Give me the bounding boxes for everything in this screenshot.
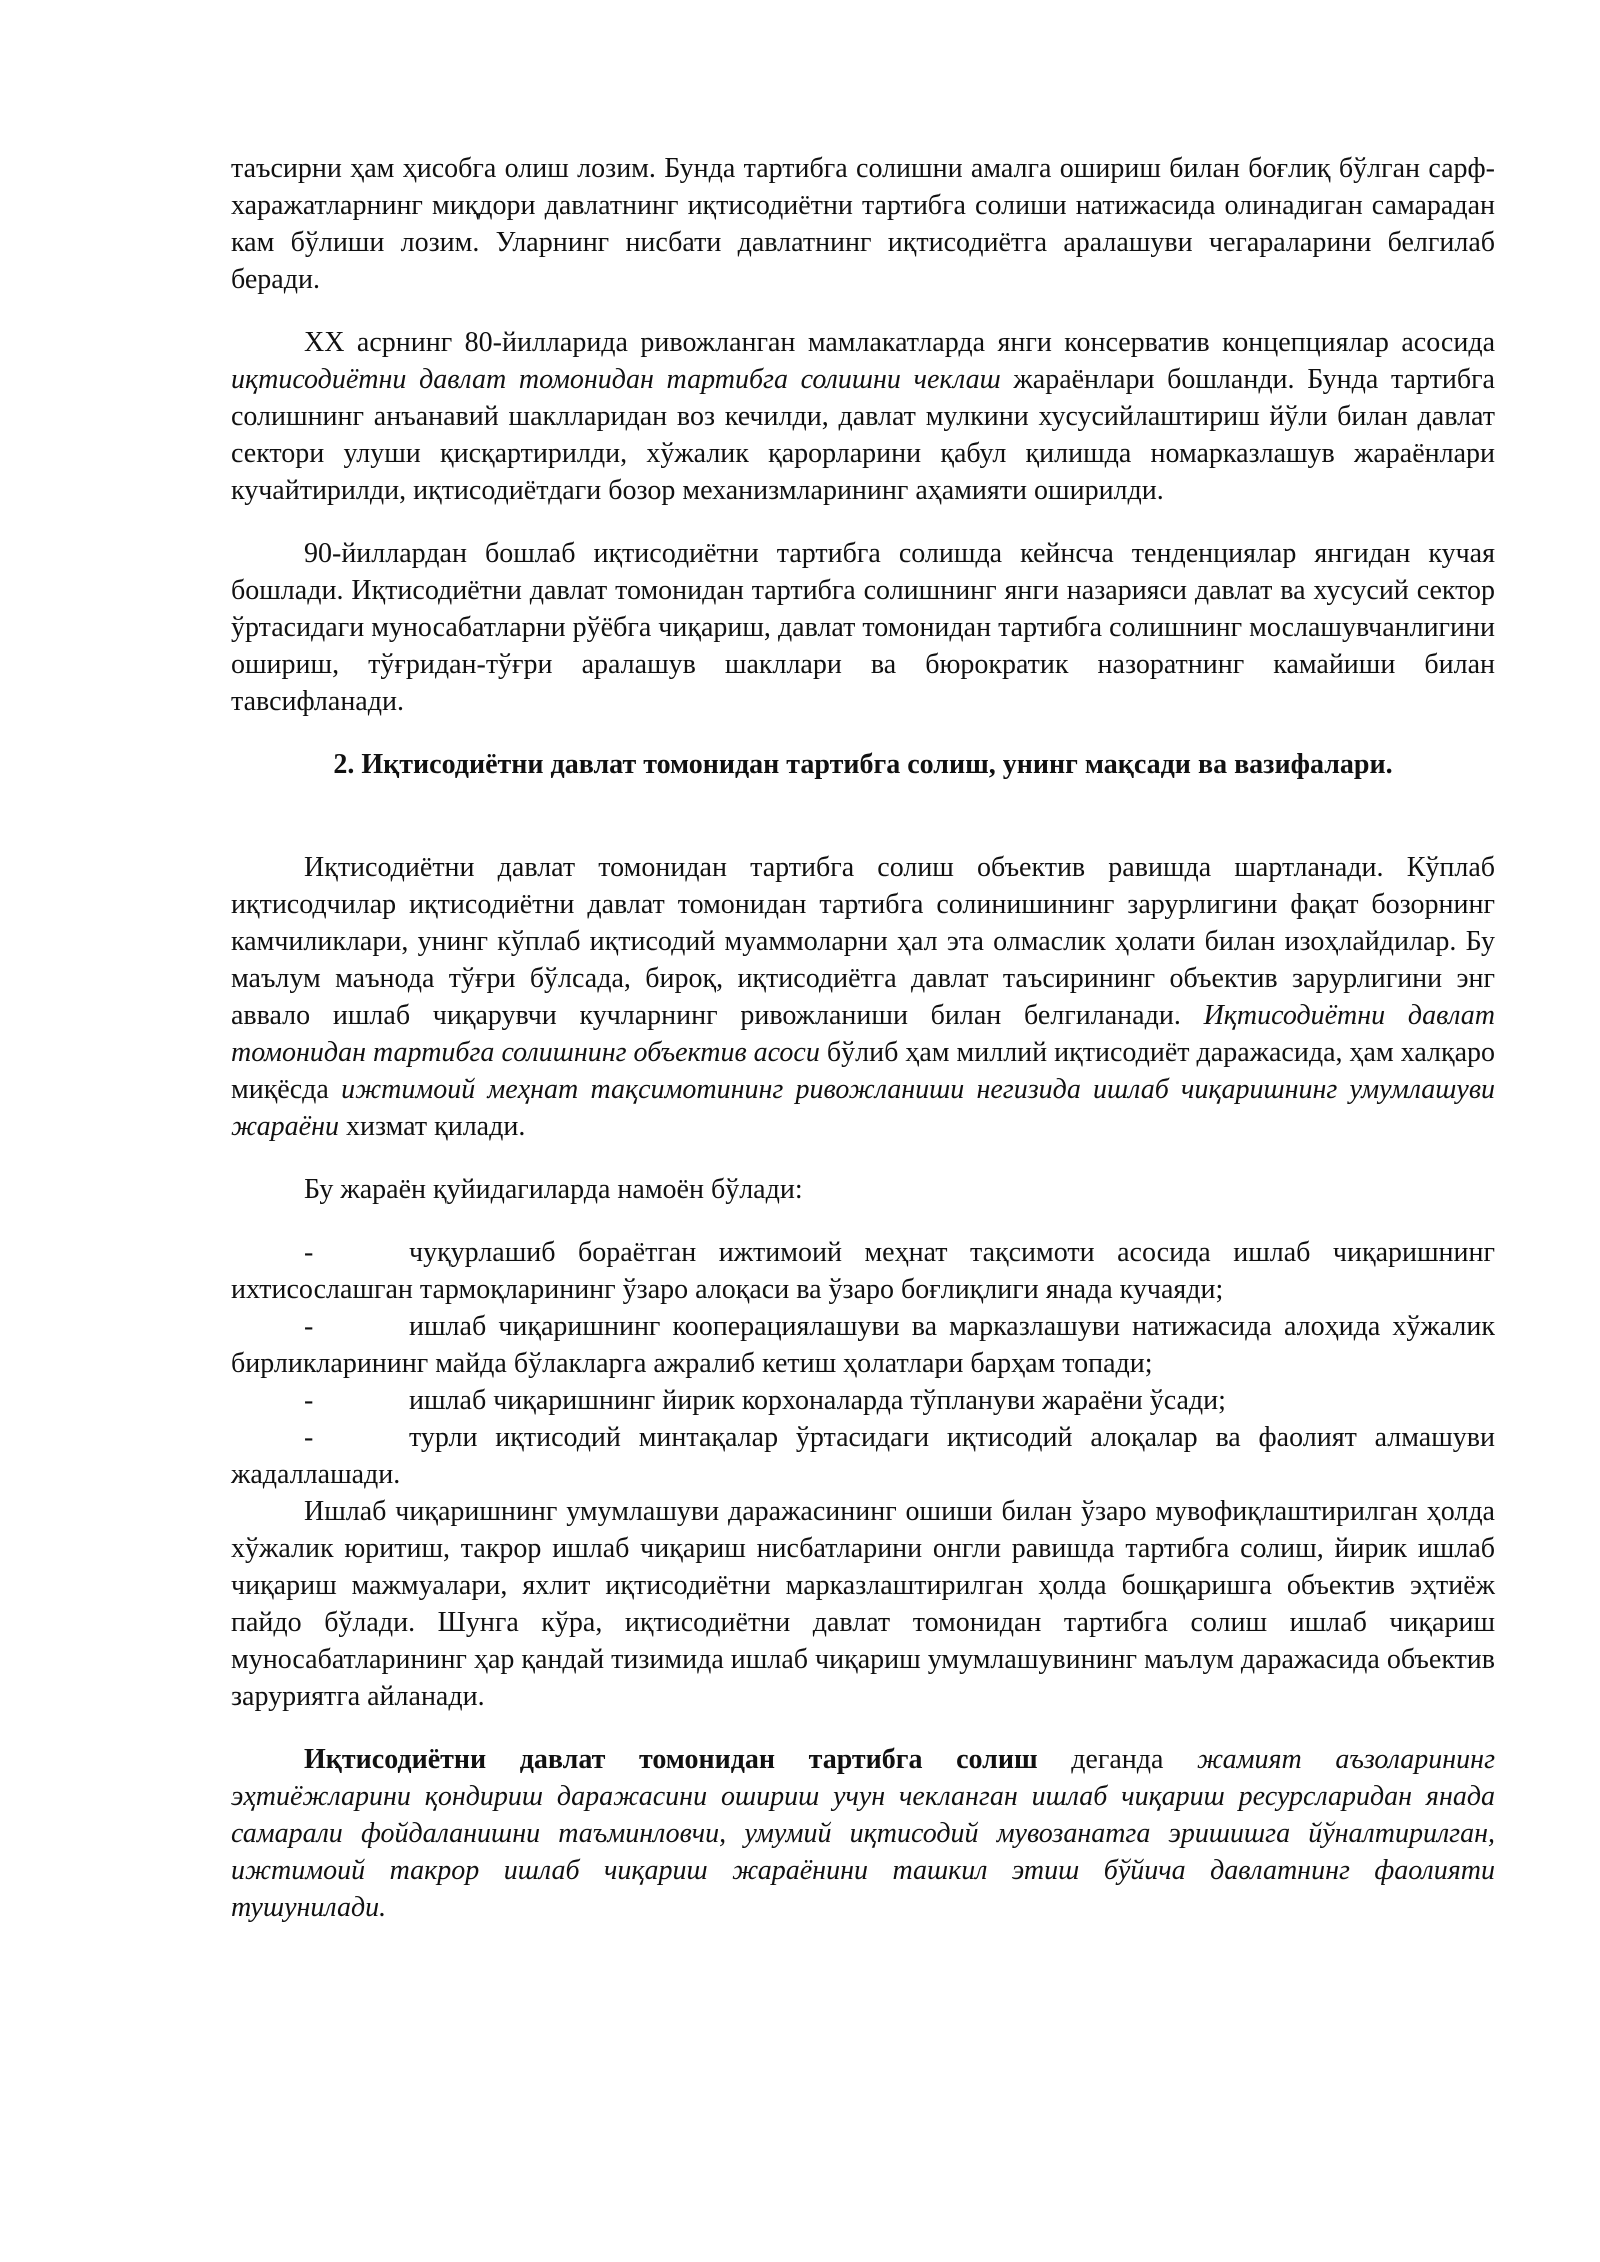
paragraph-2-text-b: жараёнлари бошланди. Бунда тартибга солишнинг анъанавий шаклларидан воз кечилди, давлат мулкини хусусийлаштириш йўли билан давлат сектори улуши қисқартирилди, хўжалик қарорларини қабул қилишда номарказлашув жараёнлари кучайтирилди, иқтисодиётдаги бозор механизмларининг аҳамияти оширилди. xyxy=(231,364,1495,506)
list-item-text: ишлаб чиқаришнинг кооперациялашуви ва марказлашуви натижасида алоҳида хўжалик бирликларининг майда бўлакларга ажралиб кетиш ҳолатлари барҳам топади; xyxy=(231,1311,1495,1379)
paragraph-1: таъсирни ҳам ҳисобга олиш лозим. Бунда тартибга солишни амалга ошириш билан боғлиқ бўлган сарф-харажатларнинг миқдори давлатнинг иқтисодиётни тартибга солиши натижасида олинадиган самарадан кам бўлиши лозим. Уларнинг нисбати давлатнинг иқтисодиётга аралашуви чегараларини белгилаб беради. xyxy=(231,153,1495,295)
paragraph-4-emphasis-1: Иқтисодиётни давлат томонидан тартибга солишнинг объектив асоси xyxy=(231,1000,1495,1068)
list-item-text: турли иқтисодий минтақалар ўртасидаги иқтисодий алоқалар ва фаолият алмашуви жадаллашади. xyxy=(231,1422,1495,1490)
paragraph-3: 90-йиллардан бошлаб иқтисодиётни тартибга солишда кейнсча тенденциялар янгидан кучая бошлади. Иқтисодиётни давлат томонидан тартибга солишнинг янги назарияси давлат ва хусусий сектор ўртасидаги муносабатларни рўёбга чиқариш, давлат томонидан тартибга солишнинг мослашувчанлигини ошириш, тўғридан-тўғри аралашув шакллари ва бюрократик назоратнинг камайиши билан тавсифланади. xyxy=(231,538,1495,717)
paragraph-5: Бу жараён қуйидагиларда намоён бўлади: xyxy=(304,1174,803,1205)
list-item xyxy=(231,1419,1495,1493)
paragraph-2 xyxy=(231,324,1495,509)
list-item xyxy=(231,1234,1495,1308)
document-page xyxy=(231,150,1495,1926)
paragraph-7-emphasis: жамият аъзоларининг эҳтиёжларини қондириш даражасини ошириш учун чекланган ишлаб чиқариш ресурсларидан янада самарали фойдаланишни таъминловчи, умумий иқтисодий мувозанатга эришишга йўналтирилган, ижтимоий такрор ишлаб чиқариш жараёнини ташкил этиш бўйича давлатнинг фаолияти тушунилади. xyxy=(231,1744,1495,1923)
list-marker: - xyxy=(304,1422,314,1453)
paragraph-4-text-c: хизмат қилади. xyxy=(339,1111,526,1142)
paragraph-2-emphasis: иқтисодиётни давлат томонидан тартибга солишни чеклаш xyxy=(231,364,1001,395)
list-marker: - xyxy=(304,1237,314,1268)
list-marker: - xyxy=(304,1385,314,1416)
list-item-text: ишлаб чиқаришнинг йирик корхоналарда тўплануви жараёни ўсади; xyxy=(409,1385,1226,1416)
list-item xyxy=(231,1308,1495,1382)
list-marker: - xyxy=(304,1311,314,1342)
paragraph-7 xyxy=(231,1741,1495,1926)
paragraph-4-emphasis-2: ижтимоий меҳнат тақсимотининг ривожланиши негизида ишлаб чиқаришнинг умумлашуви жараёни xyxy=(231,1074,1495,1142)
list-item-text: чуқурлашиб бораётган ижтимоий меҳнат тақсимоти асосида ишлаб чиқаришнинг ихтисослашган тармоқларининг ўзаро алоқаси ва ўзаро боғлиқлиги янада кучаяди; xyxy=(231,1237,1495,1305)
paragraph-7-bold-term: Иқтисодиётни давлат томонидан тартибга солиш xyxy=(304,1744,1038,1775)
paragraph-2-text-a: XX асрнинг 80-йилларида ривожланган мамлакатларда янги консерватив концепциялар асосида xyxy=(304,327,1495,358)
section-heading: 2. Иқтисодиётни давлат томонидан тартибга солиш, унинг мақсади ва вазифалари. xyxy=(333,749,1393,780)
paragraph-4-text-a: Иқтисодиётни давлат томонидан тартибга солиш объектив равишда шартланади. Кўплаб иқтисодчилар иқтисодиётни давлат томонидан тартибга солинишининг зарурлигини фақат бозорнинг камчиликлари, унинг кўплаб иқтисодий муаммоларни ҳал эта олмаслик ҳолати билан изоҳлайдилар. Бу маълум маънода тўғри бўлсада, бироқ, иқтисодиётга давлат таъсирининг объектив зарурлигини энг аввало ишлаб чиқарувчи кучларнинг ривожланиши билан белгиланади. xyxy=(231,852,1495,1031)
paragraph-7-text: деганда xyxy=(1037,1744,1197,1775)
bullet-list xyxy=(231,1234,1495,1493)
paragraph-4 xyxy=(231,849,1495,1145)
paragraph-6: Ишлаб чиқаришнинг умумлашуви даражасининг ошиши билан ўзаро мувофиқлаштирилган ҳолда хўжалик юритиш, такрор ишлаб чиқариш нисбатларини онгли равишда тартибга солиш, йирик ишлаб чиқариш мажмуалари, яхлит иқтисодиётни марказлаштирилган ҳолда бошқаришга объектив эҳтиёж пайдо бўлади. Шунга кўра, иқтисодиётни давлат томонидан тартибга солиш ишлаб чиқариш муносабатларининг ҳар қандай тизимида ишлаб чиқариш умумлашувининг маълум даражасида объектив заруриятга айланади. xyxy=(231,1496,1495,1712)
paragraph-4-text-b: бўлиб ҳам миллий иқтисодиёт даражасида, ҳам халқаро миқёсда xyxy=(231,1037,1496,1105)
list-item xyxy=(231,1382,1495,1419)
